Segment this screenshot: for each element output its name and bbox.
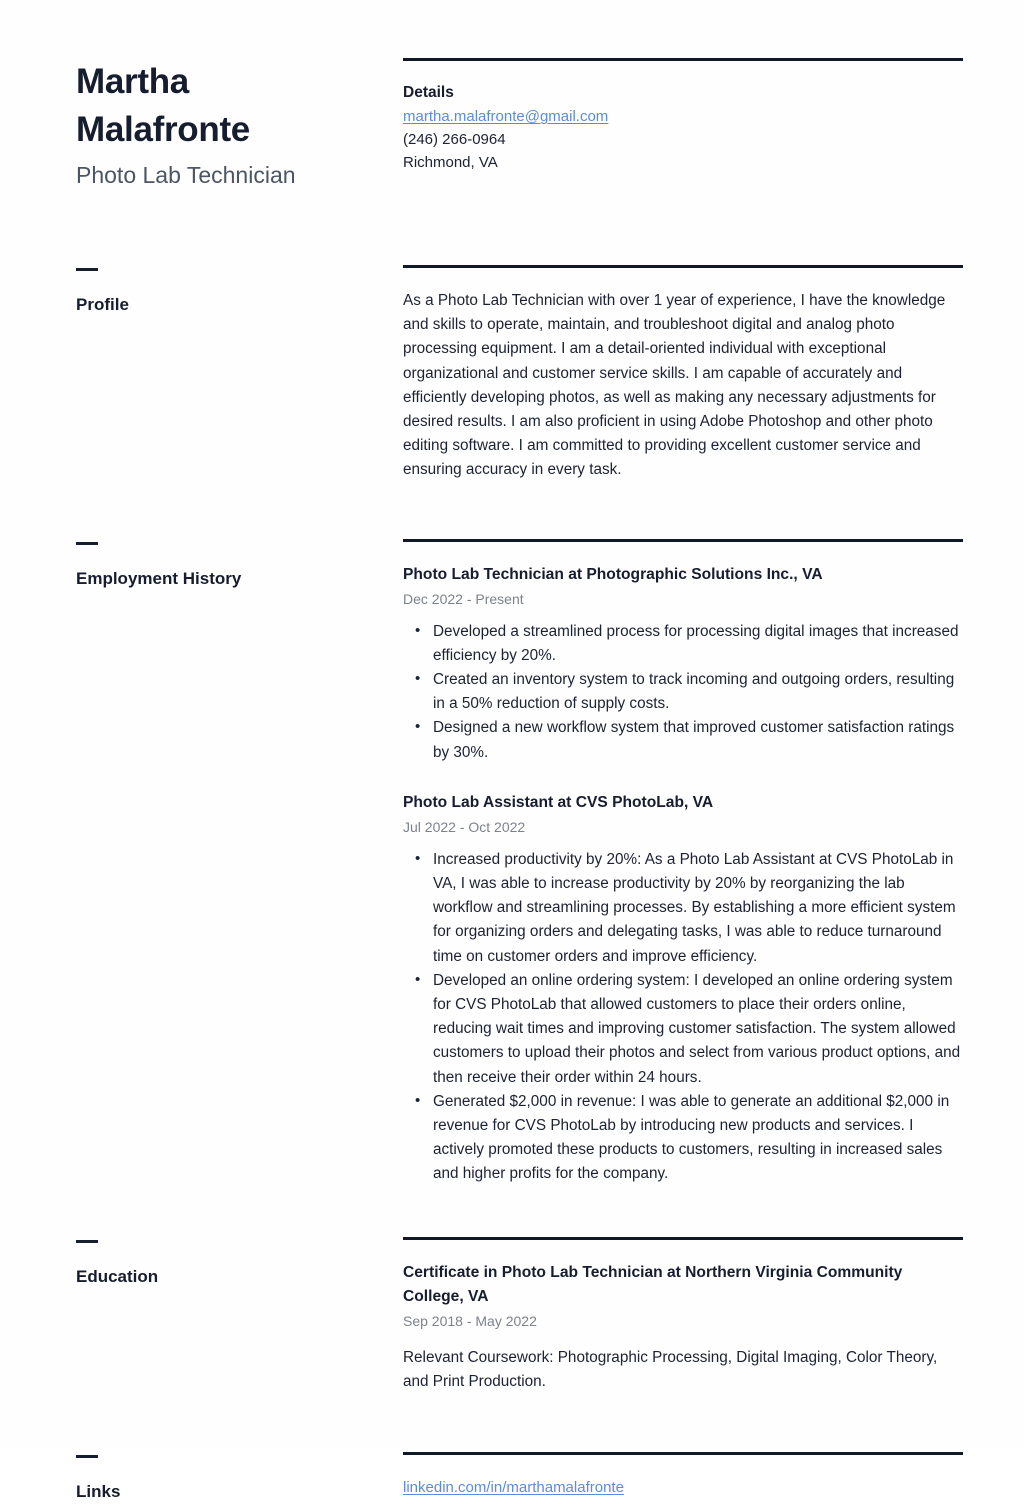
entry-date: Sep 2018 - May 2022 <box>403 1312 537 1329</box>
employment-entry <box>403 563 963 765</box>
entry-description: Relevant Coursework: Photographic Processing, Digital Imaging, Color Theory, and Print Production. <box>403 1348 938 1390</box>
details-heading: Details <box>403 84 454 101</box>
profile-section <box>0 265 1024 483</box>
profile-text: As a Photo Lab Technician with over 1 year of experience, I have the knowledge and skills to operate, maintain, and troubleshoot digital and analog photo processing equipment. I am a detail-oriented individual with exceptional organizational and customer service skills. I am capable of accurately and efficiently developing photos, as well as making any necessary adjustments for desired results. I am also proficient in using Adobe Photoshop and other photo editing software. I am committed to providing excellent customer service and ensuring accuracy in every task. <box>403 292 946 479</box>
section-label-education: Education <box>76 1266 159 1286</box>
education-content <box>403 1237 963 1394</box>
section-divider <box>403 58 963 61</box>
email-line <box>403 105 963 128</box>
linkedin-link[interactable]: linkedin.com/in/marthamalafronte <box>403 1479 624 1497</box>
employment-entry <box>403 791 963 1187</box>
employment-content <box>403 539 963 1187</box>
entry-bullet-list <box>403 620 963 765</box>
header-identity <box>76 58 403 192</box>
page-title: Martha Malafronte <box>76 62 250 149</box>
education-section <box>0 1237 1024 1394</box>
link-line <box>403 1476 963 1499</box>
list-item: • Increased productivity by 20%: As a Photo Lab Assistant at CVS PhotoLab in VA, I was able to increase productivity by 20% by reorganizing the lab workflow and streamlining processes. By establishing a more efficient system for organizing orders and delegating tasks, I was able to reduce turnaround time on customer orders and improve efficiency. <box>433 848 963 969</box>
phone-line: (246) 266-0964 <box>403 131 506 148</box>
list-item: • Developed a streamlined process for processing digital images that increased efficiency by 20%. <box>433 620 963 668</box>
entry-title: Photo Lab Technician at Photographic Solutions Inc., VA <box>403 565 823 583</box>
header-section <box>0 0 1024 192</box>
section-label-employment: Employment History <box>76 568 242 588</box>
education-entry <box>403 1261 963 1394</box>
links-content <box>403 1452 963 1504</box>
list-item: • Created an inventory system to track incoming and outgoing orders, resulting in a 50% reduction of supply costs. <box>433 668 963 716</box>
entry-title: Certificate in Photo Lab Technician at Northern Virginia Community College, VA <box>403 1263 903 1305</box>
employment-section <box>0 539 1024 1187</box>
list-item: • Generated $2,000 in revenue: I was able to generate an additional $2,000 in revenue for CVS PhotoLab by introducing new products and services. I actively promoted these products to customers, resulting in increased sales and higher profits for the company. <box>433 1090 963 1187</box>
profile-content <box>403 265 963 483</box>
section-label-links: Links <box>76 1482 121 1502</box>
location-line: Richmond, VA <box>403 154 498 171</box>
dash-marker-icon <box>76 1240 98 1243</box>
education-label-wrap <box>76 1237 403 1394</box>
list-item: • Designed a new workflow system that improved customer satisfaction ratings by 30%. <box>433 716 963 764</box>
dash-marker-icon <box>76 268 98 271</box>
links-label-wrap <box>76 1452 403 1504</box>
entry-title: Photo Lab Assistant at CVS PhotoLab, VA <box>403 793 714 811</box>
entry-bullet-list <box>403 848 963 1187</box>
dash-marker-icon <box>76 1455 98 1458</box>
details-block <box>403 58 963 192</box>
dash-marker-icon <box>76 542 98 545</box>
section-label-profile: Profile <box>76 295 129 314</box>
employment-label-wrap <box>76 539 403 1187</box>
email-link[interactable]: martha.malafronte@gmail.com <box>403 108 609 125</box>
list-item: • Developed an online ordering system: I developed an online ordering system for CVS PhotoLab that allowed customers to place their orders online, reducing wait times and improving customer satisfaction. The system allowed customers to upload their photos and select from various product options, and then receive their order within 24 hours. <box>433 969 963 1090</box>
entry-date: Dec 2022 - Present <box>403 590 524 607</box>
job-title: Photo Lab Technician <box>76 162 296 188</box>
entry-date: Jul 2022 - Oct 2022 <box>403 818 526 835</box>
profile-label-wrap <box>76 265 403 483</box>
links-section <box>0 1452 1024 1504</box>
